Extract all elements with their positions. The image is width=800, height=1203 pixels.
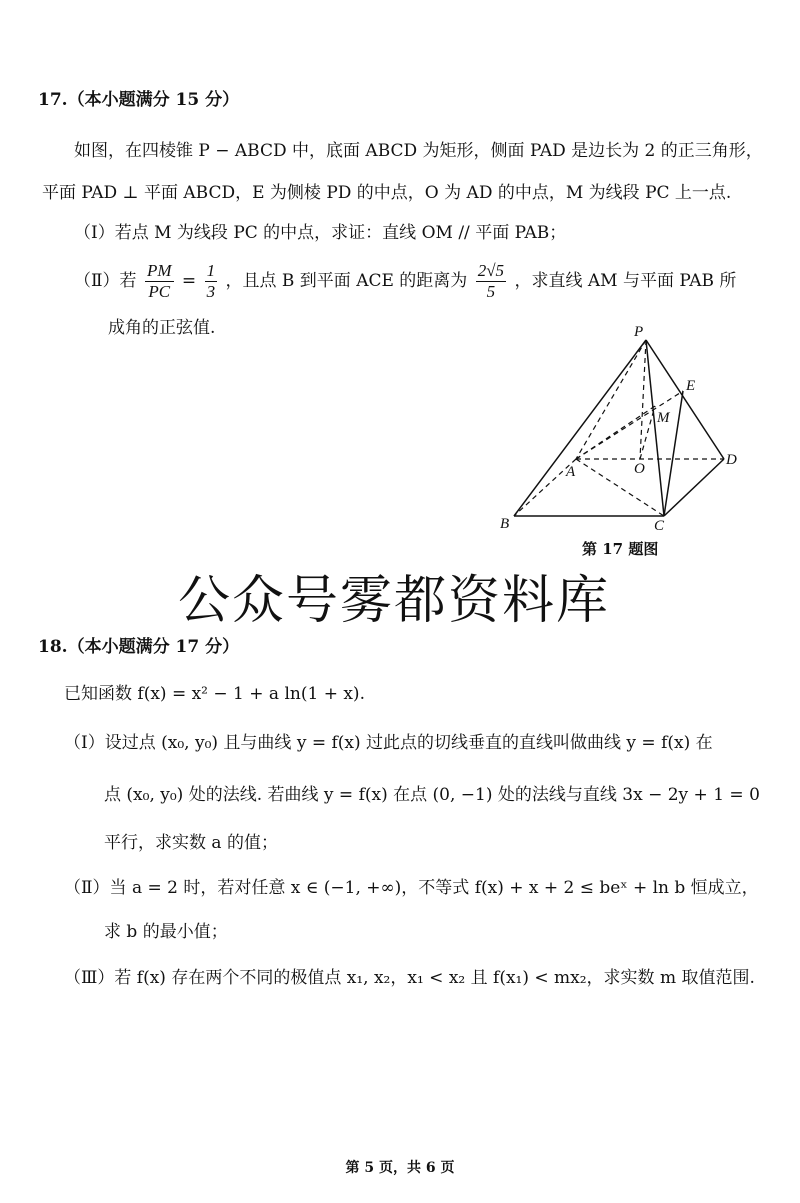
fraction-pm-pc [145, 261, 174, 302]
label-o: O [634, 461, 645, 477]
label-c: C [654, 518, 665, 534]
edge-cd [664, 459, 724, 516]
q17-intro-line2: 平面 PAD ⊥ 平面 ABCD，E 为侧棱 PD 的中点，O 为 AD 的中点，M 为线段 PC 上一点. [42, 183, 732, 203]
q17-part2-mid: ，且点 B 到平面 ACE 的距离为 [225, 271, 468, 291]
hidden-segment-am [576, 406, 655, 459]
fraction-numerator: 2√5 [477, 261, 505, 280]
fraction-denominator: PC [148, 282, 171, 301]
edge-pc [646, 340, 664, 516]
q18-header: 18.（本小题满分 17 分） [38, 637, 240, 657]
q17-part2-prefix: （Ⅱ）若 [74, 271, 137, 291]
hidden-edge-pa [576, 340, 646, 459]
q17-part2-line1 [74, 258, 736, 304]
watermark-text: 公众号雾都资料库 [178, 571, 611, 631]
page-footer: 第 5 页，共 6 页 [345, 1160, 455, 1176]
label-d: D [726, 452, 737, 468]
edge-pb [514, 340, 646, 516]
fraction-one-third [205, 261, 218, 302]
equals-sign: = [181, 271, 197, 291]
q17-part2-suffix: ，求直线 AM 与平面 PAB 所 [514, 271, 737, 291]
label-a: A [566, 464, 576, 480]
figure-caption: 第 17 题图 [582, 540, 659, 558]
label-p: P [634, 324, 644, 340]
label-e: E [686, 378, 696, 394]
edge-pd [646, 340, 724, 459]
q17-part2-line2: 成角的正弦值. [108, 318, 216, 338]
q17-part1: （Ⅰ）若点 M 为线段 PC 的中点，求证：直线 OM // 平面 PAB； [74, 223, 567, 243]
fraction-numerator: 1 [206, 261, 216, 280]
q18-intro: 已知函数 f(x) = x² − 1 + a ln(1 + x). [64, 684, 365, 704]
q17-header: 17.（本小题满分 15 分） [38, 90, 240, 110]
q18-part1-line3: 平行，求实数 a 的值； [104, 833, 278, 853]
label-m: M [657, 410, 670, 426]
label-b: B [500, 516, 510, 532]
hidden-segment-ac [576, 459, 664, 516]
q17-intro-line1: 如图，在四棱锥 P − ABCD 中，底面 ABCD 为矩形，侧面 PAD 是边长为 2 的正三角形， [74, 141, 763, 161]
fraction-distance [476, 261, 506, 302]
fraction-denominator: 3 [206, 282, 216, 301]
pyramid-figure [490, 318, 750, 558]
q18-part2-line1: （Ⅱ）当 a = 2 时，若对任意 x ∈ (−1, +∞)，不等式 f(x) + x + 2 ≤ beˣ + ln b 恒成立， [64, 878, 759, 898]
fraction-denominator: 5 [486, 282, 496, 301]
q18-part1-line2: 点 (x₀, y₀) 处的法线. 若曲线 y = f(x) 在点 (0, −1) 处的法线与直线 3x − 2y + 1 = 0 [104, 785, 760, 805]
q18-part2-line2: 求 b 的最小值； [104, 922, 228, 942]
fraction-numerator: PM [146, 261, 172, 280]
q18-part1-line1: （Ⅰ）设过点 (x₀, y₀) 且与曲线 y = f(x) 过此点的切线垂直的直线叫做曲线 y = f(x) 在 [64, 733, 713, 753]
q18-part3-line1: （Ⅲ）若 f(x) 存在两个不同的极值点 x₁, x₂，x₁ < x₂ 且 f(x₁) < mx₂，求实数 m 取值范围. [64, 968, 755, 988]
